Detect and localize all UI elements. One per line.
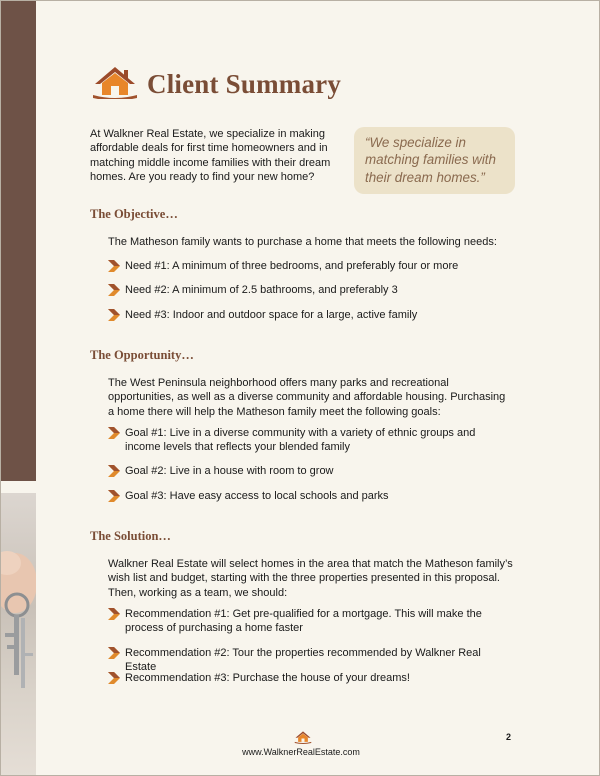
objective-heading: The Objective… xyxy=(90,207,178,221)
intro-paragraph: At Walkner Real Estate, we specialize in making affordable deals for first time homeowners and in matching middle income families with their dream homes. Are you ready to find your new home? xyxy=(90,128,331,184)
page-title: Client Summary xyxy=(147,69,342,99)
chevron-bullet-icon xyxy=(108,672,125,684)
sidebar-bar xyxy=(1,1,36,481)
bullet-text: Recommendation #1: Get pre-qualified for a mortgage. This will make the process of purchasing a home faster xyxy=(125,608,482,635)
bullet-text: Need #2: A minimum of 2.5 bathrooms, and preferably 3 xyxy=(125,284,398,296)
chevron-bullet-icon xyxy=(108,647,125,659)
bullet-text: Need #3: Indoor and outdoor space for a large, active family xyxy=(125,309,418,321)
opportunity-text: The West Peninsula neighborhood offers many parks and recreational opportunities, as well as a diverse community and affordable housing. Purchasing a home there will help the Matheson family meet the following goals: xyxy=(108,377,506,418)
house-logo-icon xyxy=(91,65,139,104)
list-item xyxy=(108,259,513,273)
pull-quote xyxy=(354,127,515,194)
list-item xyxy=(108,607,513,636)
chevron-bullet-icon xyxy=(108,260,125,272)
bullet-text: Goal #3: Have easy access to local schools and parks xyxy=(125,490,389,502)
quote-line: their dream homes.” xyxy=(365,169,485,185)
list-item xyxy=(108,671,513,685)
chevron-bullet-icon xyxy=(108,608,125,620)
objective-text: The Matheson family wants to purchase a home that meets the following needs: xyxy=(108,236,497,248)
chevron-bullet-icon xyxy=(108,284,125,296)
list-item xyxy=(108,308,513,322)
quote-line: matching families with xyxy=(365,152,496,168)
list-item xyxy=(108,283,513,297)
keys-photo xyxy=(1,493,36,776)
chevron-bullet-icon xyxy=(108,309,125,321)
page-number: 2 xyxy=(506,732,512,742)
quote-line: “We specialize in xyxy=(365,135,466,150)
bullet-text: Recommendation #3: Purchase the house of your dreams! xyxy=(125,672,410,684)
bullet-text: Need #1: A minimum of three bedrooms, and preferably four or more xyxy=(125,260,459,272)
bullet-text: Goal #2: Live in a house with room to grow xyxy=(125,465,334,477)
footer-url[interactable]: www.WalknerRealEstate.com xyxy=(242,747,360,757)
chevron-bullet-icon xyxy=(108,465,125,477)
bullet-text: Recommendation #2: Tour the properties recommended by Walkner Real Estate xyxy=(125,647,481,674)
solution-text: Walkner Real Estate will select homes in the area that match the Matheson family’s wish list and budget, starting with the three properties presented in this proposal. Then, working as a team, we should: xyxy=(108,558,513,599)
chevron-bullet-icon xyxy=(108,490,125,502)
opportunity-heading: The Opportunity… xyxy=(90,348,194,362)
bullet-text: Goal #1: Live in a diverse community with a variety of ethnic groups and income levels that reflects your blended family xyxy=(125,427,476,454)
solution-heading: The Solution… xyxy=(90,529,171,543)
list-item xyxy=(108,464,513,478)
list-item xyxy=(108,489,513,503)
chevron-bullet-icon xyxy=(108,427,125,439)
list-item xyxy=(108,426,513,455)
title-row xyxy=(91,65,341,104)
